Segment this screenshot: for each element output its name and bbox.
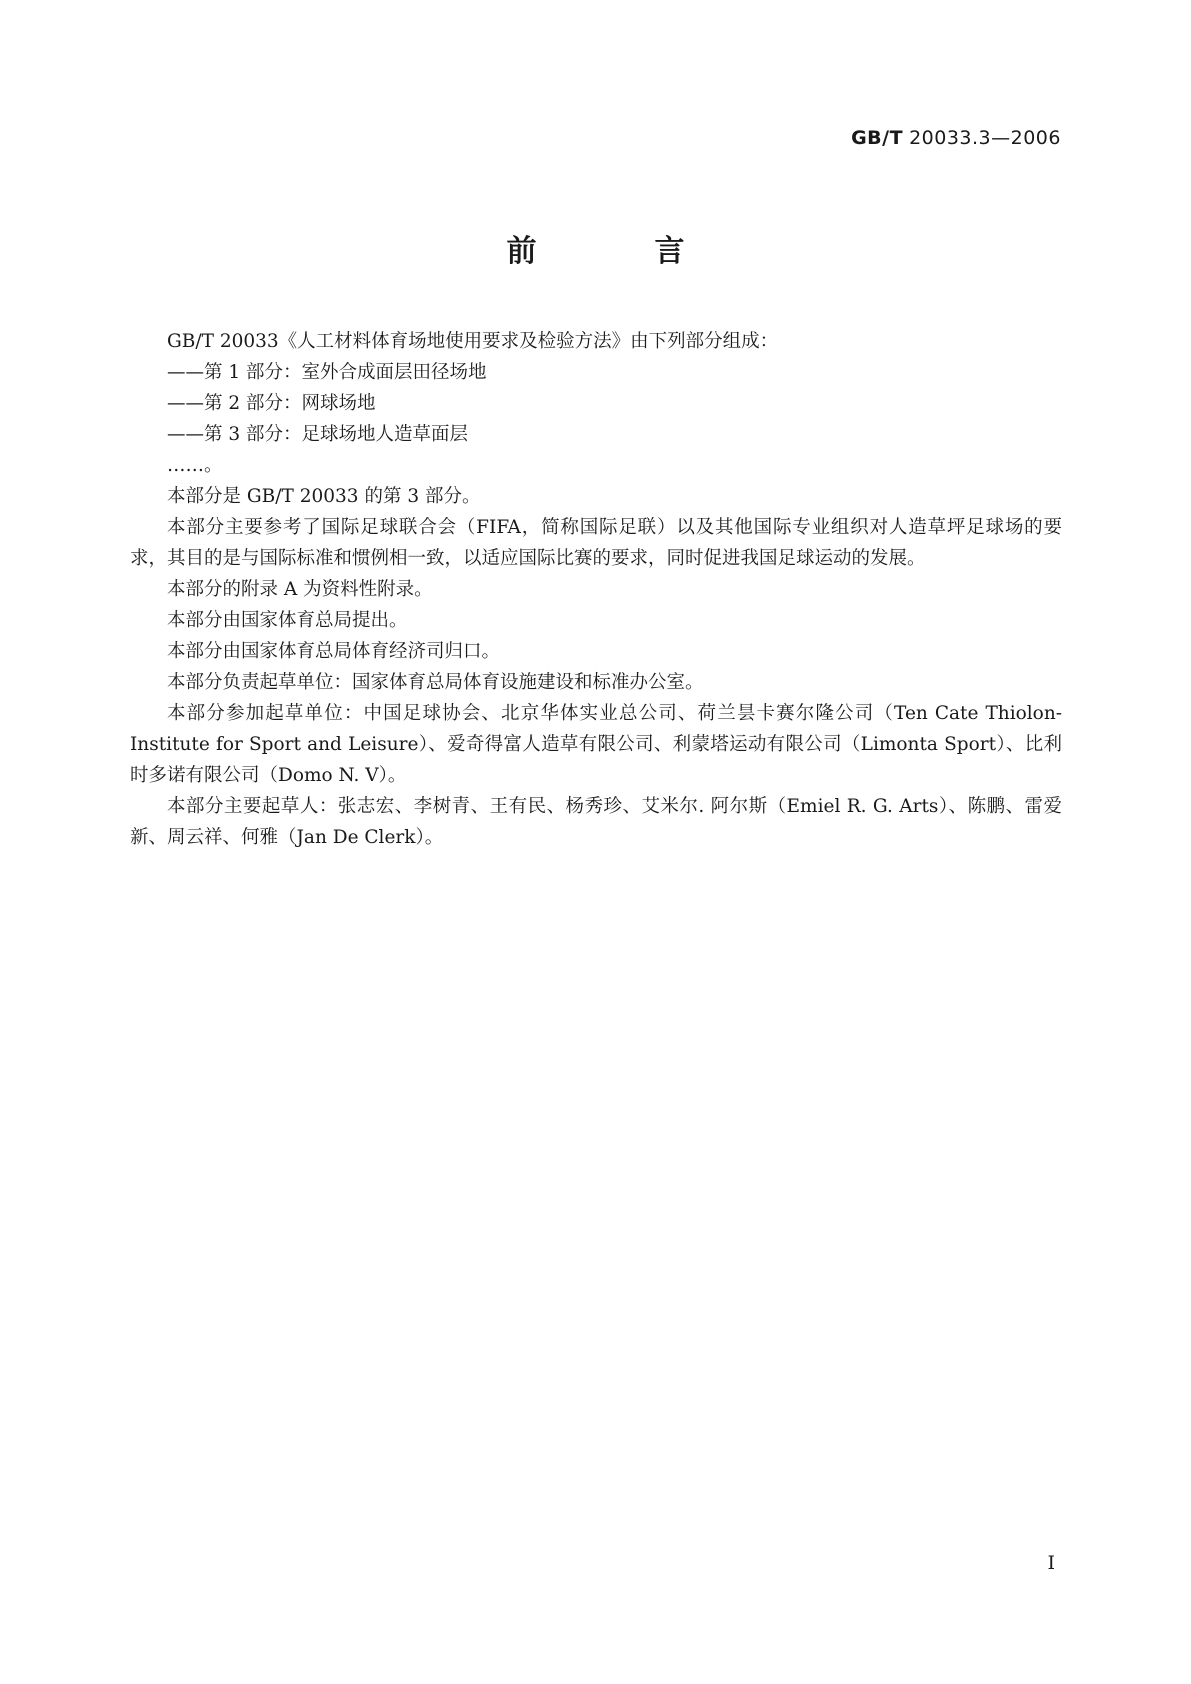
page-number: I: [1047, 1552, 1055, 1574]
list-item-part-2: ——第 2 部分：网球场地: [167, 393, 376, 414]
list-item-ellipsis: ……。: [167, 455, 223, 476]
paragraph-composition: GB/T 20033《人工材料体育场地使用要求及检验方法》由下列部分组成：: [167, 331, 779, 352]
standard-prefix: GB/T: [851, 127, 904, 149]
paragraph-references: 本部分主要参考了国际足球联合会（FIFA，简称国际足联）以及其他国际专业组织对人造草坪足球场的要求，其目的是与国际标准和惯例相一致，以适应国际比赛的要求，同时促进我国足球运动的发展。: [130, 517, 1062, 569]
standard-code: 20033.3—2006: [909, 127, 1061, 149]
paragraph-drafting-unit: 本部分负责起草单位：国家体育总局体育设施建设和标准办公室。: [167, 672, 704, 693]
paragraph-centralized-by: 本部分由国家体育总局体育经济司归口。: [167, 641, 501, 662]
standard-number: [851, 127, 1061, 149]
paragraph-part-statement: 本部分是 GB/T 20033 的第 3 部分。: [167, 486, 481, 507]
paragraph-proposed-by: 本部分由国家体育总局提出。: [167, 610, 408, 631]
paragraph-drafters: 本部分主要起草人：张志宏、李树青、王有民、杨秀珍、艾米尔. 阿尔斯（Emiel R. G. Arts）、陈鹏、雷爱新、周云祥、何雅（Jan De Clerk）。: [130, 796, 1062, 848]
page-title: 前 言: [506, 234, 729, 269]
foreword-body: [130, 326, 1062, 853]
paragraph-annex: 本部分的附录 A 为资料性附录。: [167, 579, 433, 600]
list-item-part-1: ——第 1 部分：室外合成面层田径场地: [167, 362, 487, 383]
list-item-part-3: ——第 3 部分：足球场地人造草面层: [167, 424, 469, 445]
paragraph-participating-units: 本部分参加起草单位：中国足球协会、北京华体实业总公司、荷兰昙卡赛尔隆公司（Ten Cate Thiolon-Institute for Sport and Leisure）、爱奇得富人造草有限公司、利蒙塔运动有限公司（Limonta Sport）、比利时多诺有限公司（Domo N. V）。: [130, 703, 1062, 786]
